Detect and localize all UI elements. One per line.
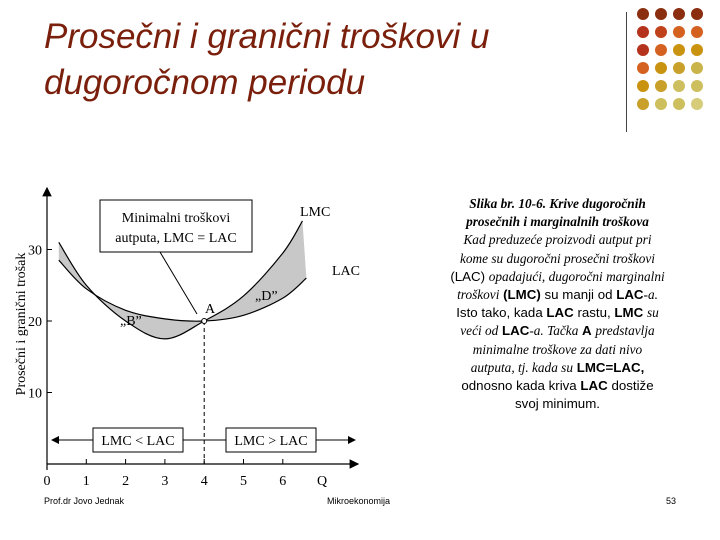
decorative-dot xyxy=(637,62,649,74)
caption-lac-4: LAC xyxy=(502,323,530,339)
decorative-divider xyxy=(626,12,627,132)
decorative-dot xyxy=(655,62,667,74)
min-cost-box-line1: Minimalni troškovi xyxy=(121,211,231,226)
caption-text-4-end: rastu, xyxy=(577,305,611,321)
lmc-gt-lac-label: LMC > LAC xyxy=(234,434,308,449)
caption-heading: Slika br. 10-6. Krive dugoročnih prosečnih i marginalnih troškova xyxy=(466,196,649,230)
decorative-dot xyxy=(673,98,685,110)
y-tick-label: 10 xyxy=(28,386,42,402)
decorative-dot xyxy=(637,80,649,92)
caption-body xyxy=(450,231,665,413)
decorative-dot xyxy=(673,80,685,92)
cost-curves-chart xyxy=(0,180,440,495)
footer-course: Mikroekonomija xyxy=(327,496,391,506)
caption-text-4: Isto tako, kada xyxy=(456,305,543,321)
caption-text-7-end: dostiže svoj minimum. xyxy=(515,378,654,412)
decorative-dot xyxy=(691,80,703,92)
decorative-dot xyxy=(691,98,703,110)
decorative-dot xyxy=(691,26,703,38)
figure-caption xyxy=(450,195,665,413)
decorative-dot xyxy=(691,44,703,56)
caption-text-3-end: -a. xyxy=(643,287,658,303)
footer-author: Prof.dr Jovo Jednak xyxy=(44,496,125,506)
region-b-label: „B” xyxy=(120,314,142,329)
x-tick-label: 4 xyxy=(200,474,208,489)
caption-lac-1: (LAC) xyxy=(450,268,486,284)
caption-text-5: su veći od xyxy=(460,305,659,339)
caption-text-7: odnosno kada kriva xyxy=(461,378,577,394)
caption-text-3: su manji od xyxy=(544,287,613,303)
caption-lmc-eq-lac: LMC=LAC, xyxy=(576,359,645,375)
caption-lmc-1: (LMC) xyxy=(503,287,541,303)
decorative-dot xyxy=(655,80,667,92)
caption-lac-3: LAC xyxy=(546,305,574,321)
caption-lac-2: LAC xyxy=(616,287,644,303)
x-tick-label: 1 xyxy=(82,474,90,489)
decorative-dot xyxy=(637,98,649,110)
x-tick-label: 0 xyxy=(43,474,51,489)
y-axis-title: Prosečni i granični trošak xyxy=(14,252,29,396)
min-cost-pointer xyxy=(160,252,197,314)
slide-title xyxy=(44,14,604,106)
x-tick-label: 2 xyxy=(122,474,130,489)
lmc-label: LMC xyxy=(300,205,331,220)
caption-point-a: A xyxy=(582,323,592,339)
decorative-dot xyxy=(655,26,667,38)
decorative-dot xyxy=(673,44,685,56)
lmc-lt-lac-label: LMC < LAC xyxy=(101,434,175,449)
x-tick-label: 5 xyxy=(240,474,247,489)
title-line-1: Prosečni i granični troškovi u xyxy=(44,17,490,56)
decorative-dot xyxy=(655,98,667,110)
x-tick-label: Q xyxy=(317,474,328,489)
decorative-dot-grid xyxy=(637,8,717,133)
x-tick-label: 3 xyxy=(161,474,169,489)
decorative-dot xyxy=(637,8,649,20)
decorative-dot xyxy=(673,62,685,74)
lac-label: LAC xyxy=(332,264,360,279)
caption-text-1: Kad preduzeće proizvodi autput pri kome su dugoročni prosečni troškovi xyxy=(460,232,655,266)
point-a-label: A xyxy=(205,302,216,317)
caption-text-2: opadajući, dugoročni marginalni troškovi xyxy=(457,268,665,303)
y-tick-label: 20 xyxy=(28,315,42,330)
y-tick-label: 30 xyxy=(28,243,42,259)
decorative-dot xyxy=(673,26,685,38)
title-line-2: dugoročnom periodu xyxy=(44,63,366,102)
decorative-dot xyxy=(691,8,703,20)
point-a-marker xyxy=(202,319,207,324)
caption-text-5-end: -a. Tačka xyxy=(529,323,579,339)
x-tick-label: 6 xyxy=(279,474,287,489)
region-d-label: „D” xyxy=(255,289,278,304)
footer-page-number: 53 xyxy=(666,496,677,506)
decorative-dot xyxy=(655,44,667,56)
min-cost-box-line2: autputa, LMC = LAC xyxy=(115,231,237,246)
caption-text-6: predstavlja minimalne troškove za dati nivo autputa, tj. kada su xyxy=(470,323,655,375)
caption-lac-5: LAC xyxy=(580,378,608,394)
caption-lmc-2: LMC xyxy=(614,305,644,321)
decorative-dot xyxy=(637,44,649,56)
decorative-dot xyxy=(655,8,667,20)
decorative-dot xyxy=(691,62,703,74)
decorative-dot xyxy=(673,8,685,20)
decorative-dot xyxy=(637,26,649,38)
